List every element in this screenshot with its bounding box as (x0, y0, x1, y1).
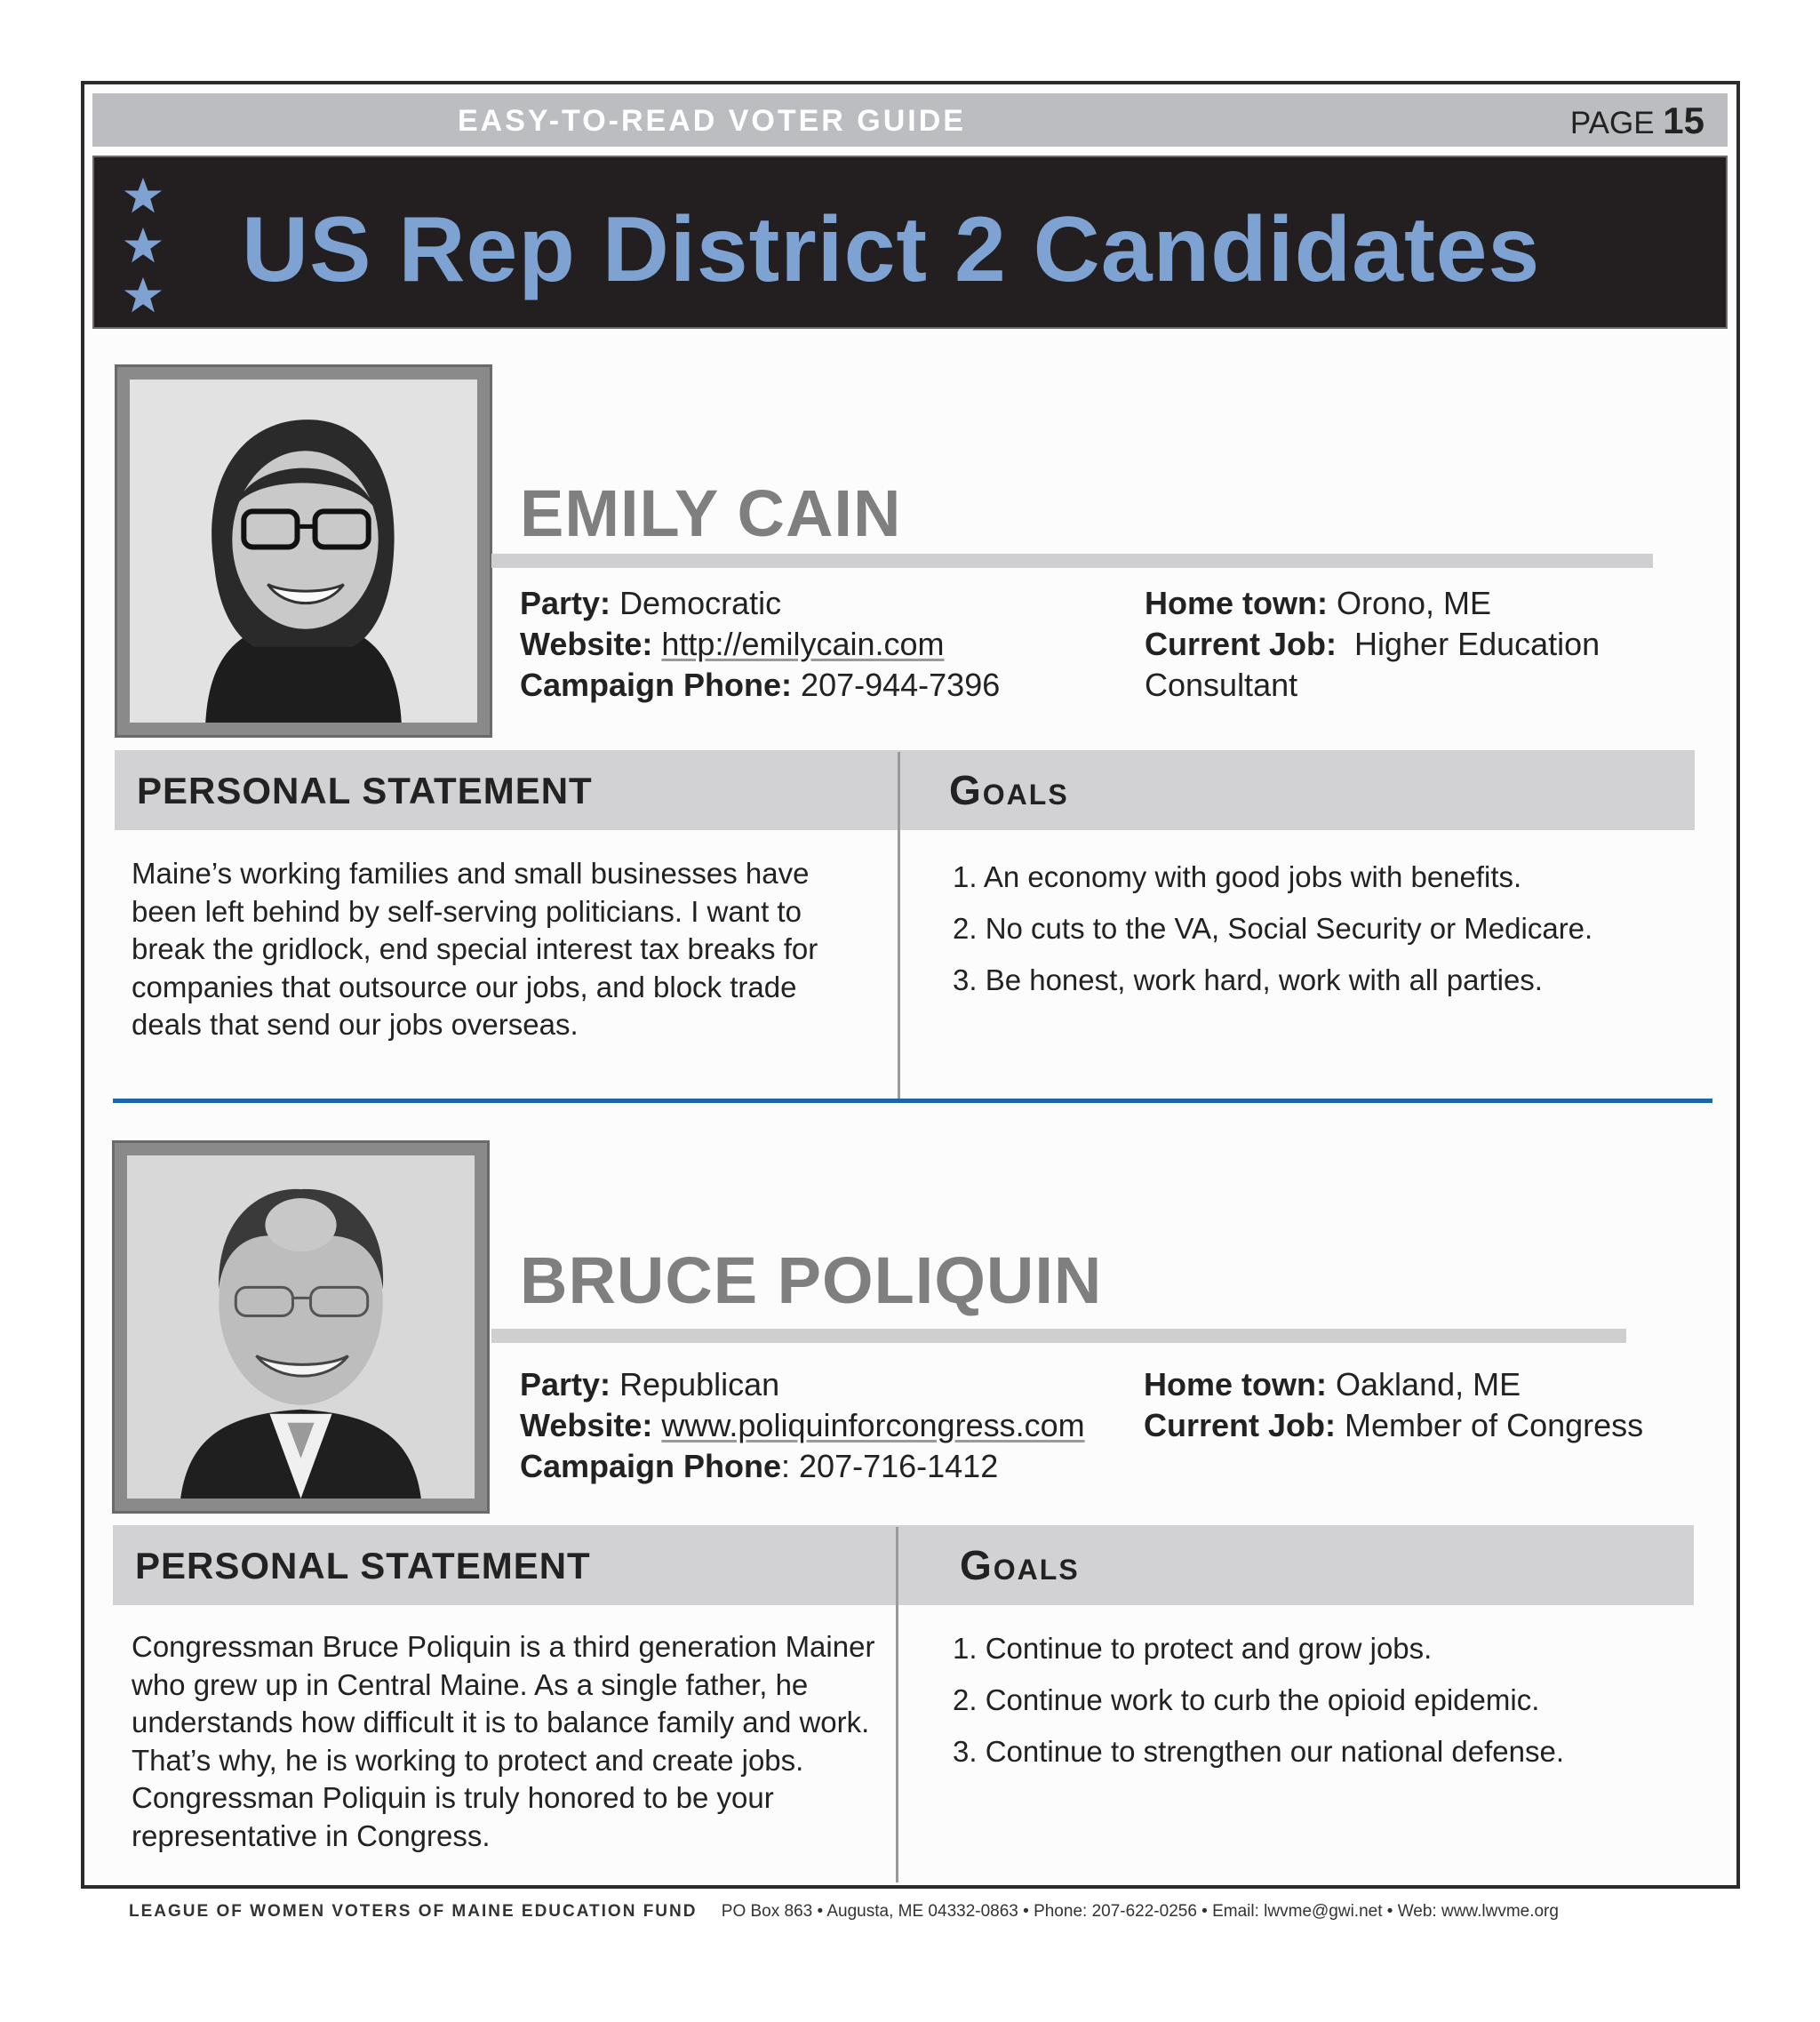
job-value: Member of Congress (1345, 1407, 1644, 1443)
candidate-divider (113, 1099, 1712, 1103)
goal-item: 1. An economy with good jobs with benefits. (953, 860, 1522, 893)
star-icon (123, 176, 164, 217)
hometown-row: Home town: Oakland, ME (1144, 1366, 1521, 1403)
phone-value: : 207-716-1412 (781, 1448, 999, 1484)
party-row: Party: Republican (520, 1366, 780, 1403)
page-number (1570, 100, 1704, 142)
personal-statement-heading: PERSONAL STATEMENT (135, 1545, 591, 1586)
candidate-details-right (1145, 583, 1660, 706)
phone-value: 207-944-7396 (801, 667, 1001, 703)
personal-statement-text: Maine’s working families and small businesses have been left behind by self-serving politicians. I want to break the gridlock, end special interest tax breaks for companies that outsource our jobs, and block trade deals that send our jobs overseas. (132, 857, 818, 1041)
goal-item: 3. Be honest, work hard, work with all parties. (953, 963, 1543, 996)
goal-item: 2. No cuts to the VA, Social Security or Medicare. (953, 912, 1593, 945)
page-title: US Rep District 2 Candidates (242, 198, 1541, 301)
job-value: Higher Education Consultant (1145, 626, 1600, 703)
star-icon (123, 226, 164, 267)
hometown-value: Orono, ME (1337, 585, 1492, 621)
party-row: Party: Democratic (520, 585, 782, 621)
website-link[interactable]: www.poliquinforcongress.com (661, 1407, 1085, 1443)
phone-row: Campaign Phone: 207-944-7396 (520, 667, 1001, 703)
page-label: PAGE (1569, 106, 1655, 140)
job-row: Current Job: Member of Congress (1144, 1407, 1644, 1443)
goal-item: 2. Continue work to curb the opioid epidemic. (953, 1683, 1540, 1716)
guide-title: EASY-TO-READ VOTER GUIDE (458, 104, 966, 138)
hometown-value: Oakland, ME (1336, 1366, 1521, 1403)
page-number-value: 15 (1663, 100, 1704, 141)
name-underline (491, 1329, 1626, 1343)
candidate-details-right (1144, 1364, 1695, 1446)
hometown-row: Home town: Orono, ME (1145, 585, 1492, 621)
portrait-woman-image (130, 380, 477, 723)
website-row: Website: http://emilycain.com (520, 626, 945, 662)
column-divider (896, 1527, 898, 1882)
goals-heading: Goals (949, 767, 1069, 813)
website-row: Website: www.poliquinforcongress.com (520, 1407, 1085, 1443)
footer-contact: PO Box 863 • Augusta, ME 04332-0863 • Phone: 207-622-0256 • Email: lwvme@gwi.net • Web: www.lwvme.org (721, 1902, 1559, 1921)
star-icon (123, 276, 164, 316)
goals-heading: Goals (960, 1542, 1080, 1588)
personal-statement-text: Congressman Bruce Poliquin is a third generation Mainer who grew up in Central Maine. As a single father, he understands how difficult it is to balance family and work. That’s why, he is working to protect and create jobs. Congressman Poliquin is truly honored to be your representative in Congress. (132, 1630, 875, 1852)
goal-item: 1. Continue to protect and grow jobs. (953, 1632, 1433, 1665)
candidate-name: EMILY CAIN (520, 476, 902, 550)
candidate-name: BRUCE POLIQUIN (520, 1243, 1103, 1317)
footer-org: LEAGUE OF WOMEN VOTERS OF MAINE EDUCATION FUND (129, 1902, 698, 1921)
party-value: Republican (619, 1366, 780, 1403)
goal-item: 3. Continue to strengthen our national defense. (953, 1735, 1564, 1768)
goals-list (953, 1623, 1564, 1778)
column-divider (898, 752, 900, 1102)
footer (129, 1902, 1559, 1922)
candidate-details-left (520, 1364, 1085, 1487)
candidate-details-left (520, 583, 1000, 706)
personal-statement-heading: PERSONAL STATEMENT (137, 770, 593, 811)
candidate-photo-cain (115, 364, 492, 738)
candidate-photo-poliquin (112, 1140, 490, 1514)
name-underline (491, 554, 1653, 568)
party-value: Democratic (619, 585, 782, 621)
phone-row: Campaign Phone: 207-716-1412 (520, 1448, 999, 1484)
goals-list (953, 851, 1592, 1006)
website-link[interactable]: http://emilycain.com (661, 626, 945, 662)
stars-decoration (123, 176, 164, 325)
job-row: Current Job: Higher Education Consultant (1145, 626, 1600, 703)
portrait-man-image (127, 1155, 475, 1499)
